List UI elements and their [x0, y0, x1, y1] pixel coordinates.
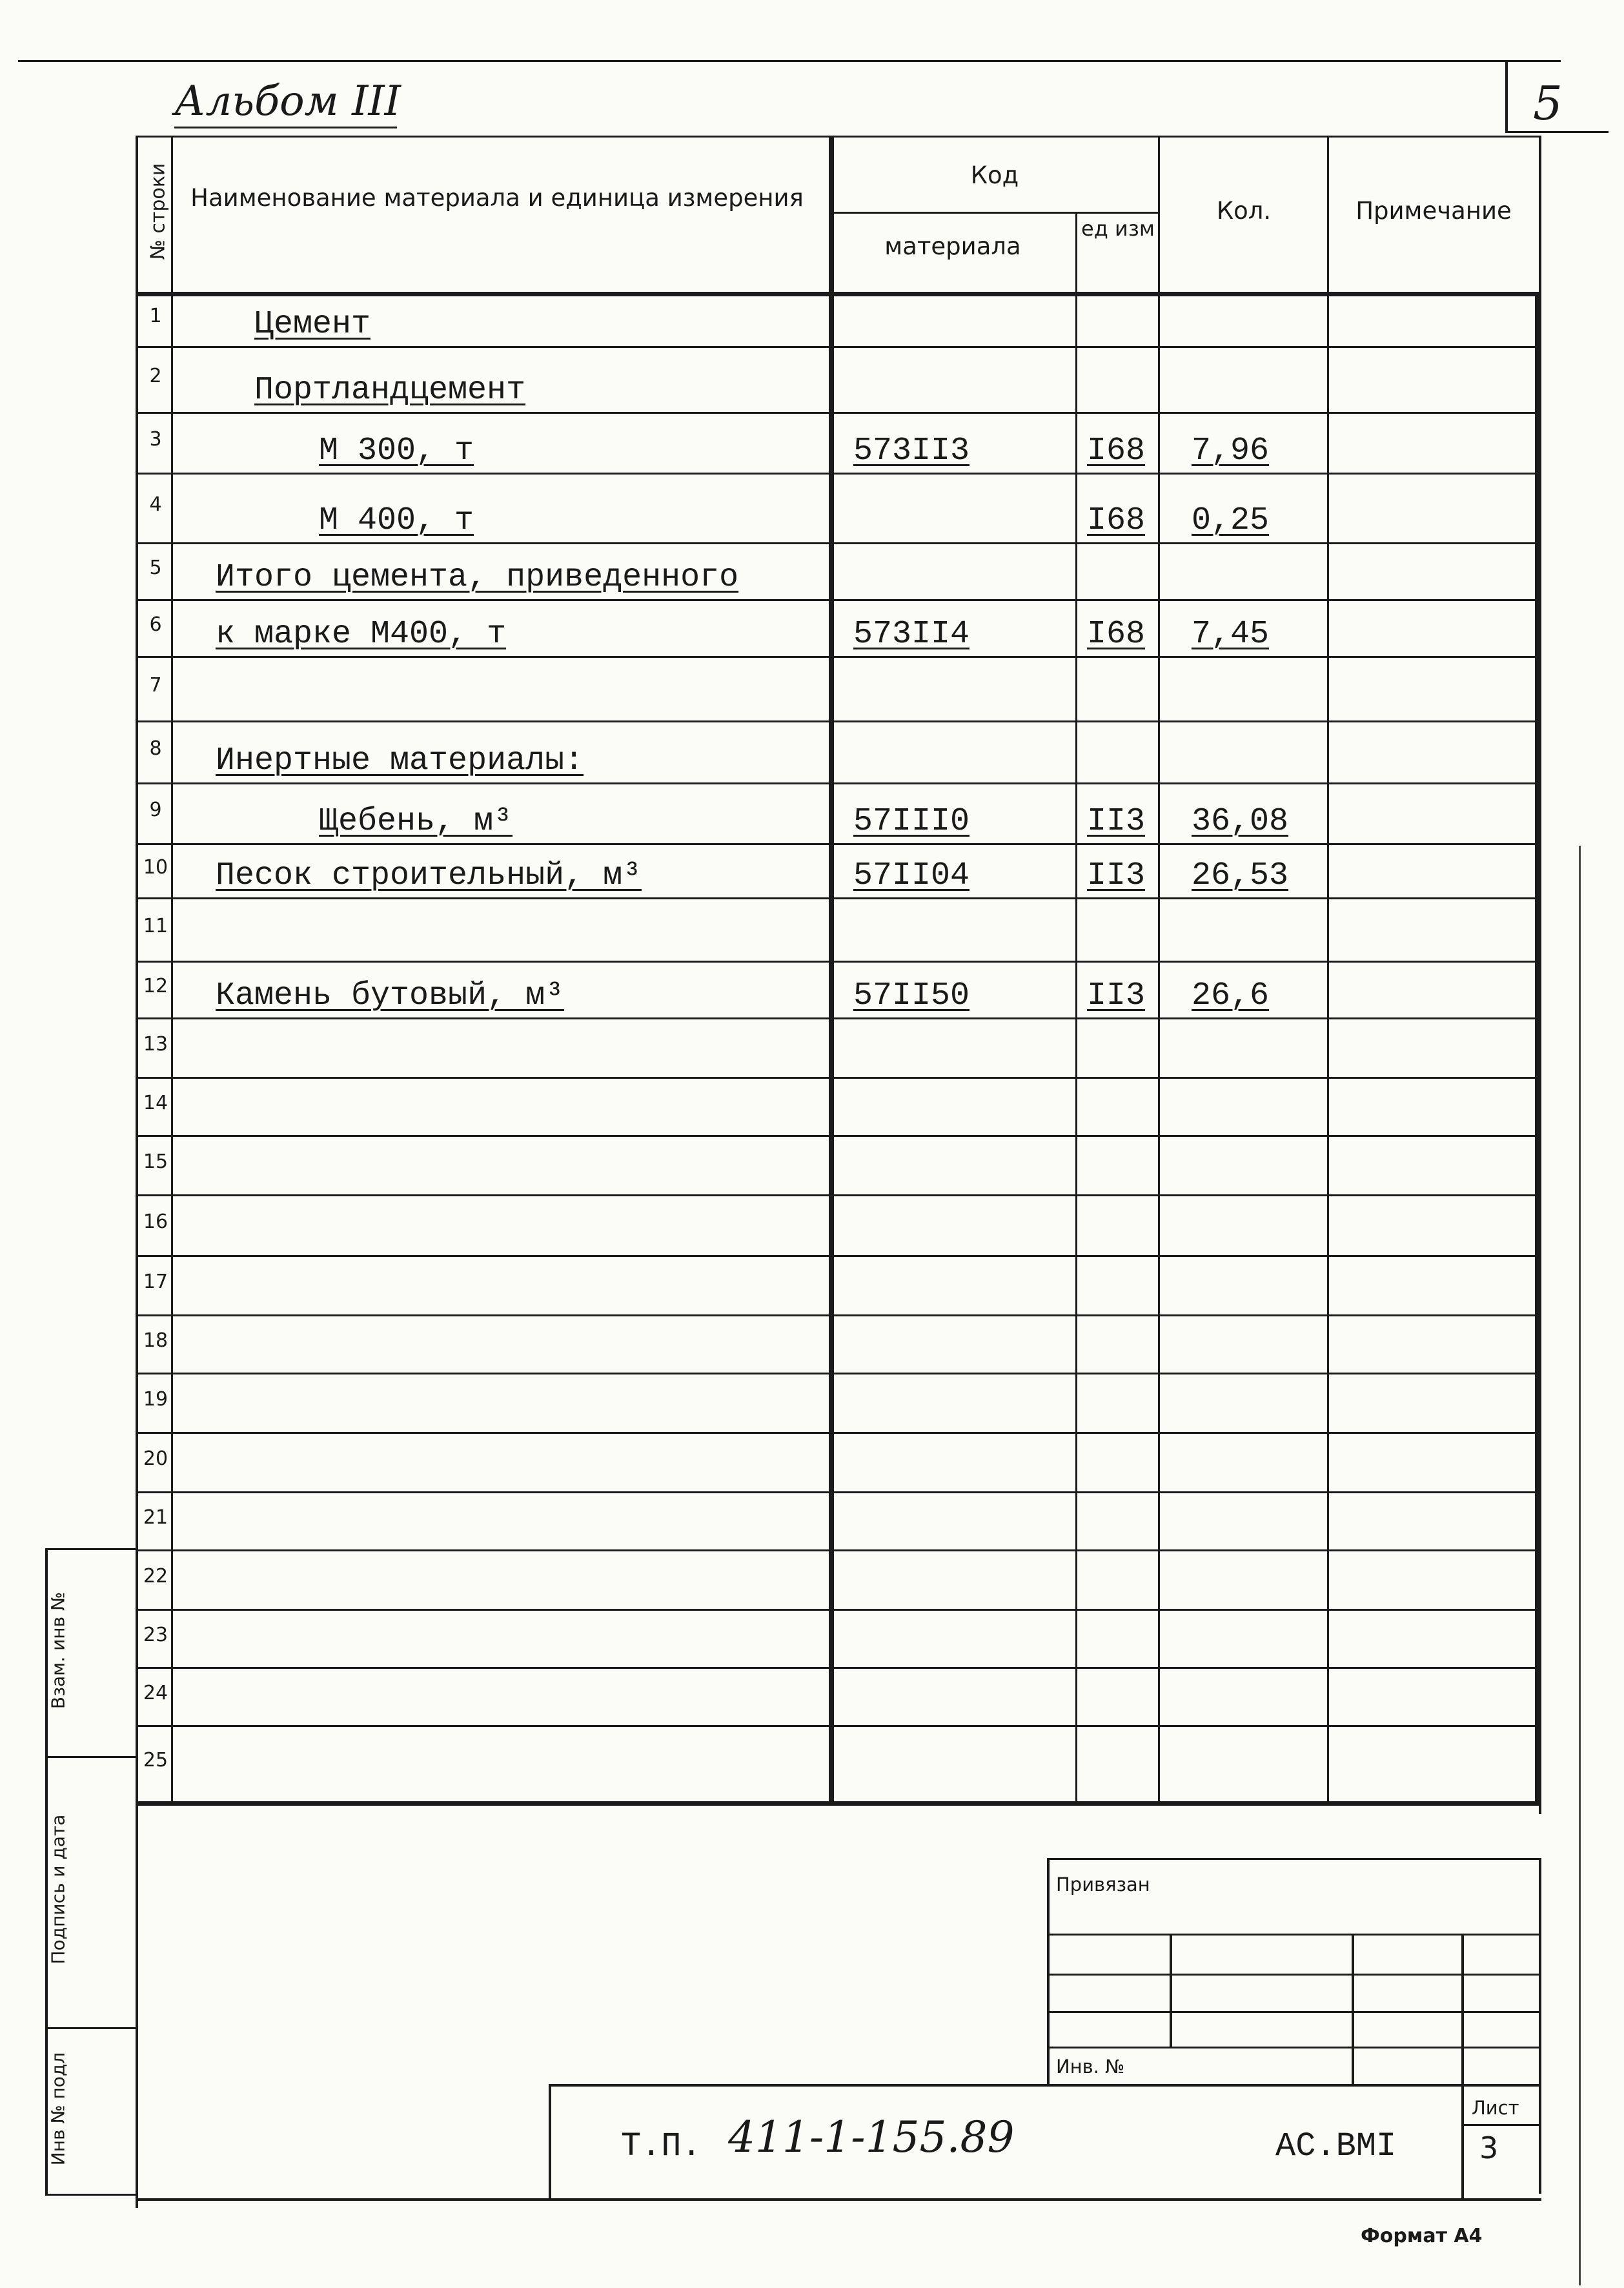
row-number: 7: [149, 674, 162, 697]
material-name: Портландцемент: [254, 372, 526, 409]
row-number: 13: [143, 1033, 168, 1056]
row-number: 24: [143, 1682, 168, 1704]
side-stamp-signature-date: Подпись и дата: [47, 1814, 69, 1965]
material-name: Инертные материалы:: [216, 742, 584, 779]
material-name: М 400, т: [319, 502, 474, 539]
tb-left-line: [1047, 1858, 1050, 2084]
col-line-rowno: [171, 136, 173, 1805]
material-name: Песок строительный, м³: [216, 857, 642, 894]
col-line-qty: [1158, 136, 1160, 1805]
header-name: Наименование материала и единица измерения: [190, 184, 804, 212]
row-number: 20: [143, 1447, 168, 1470]
tb-row-3: [1047, 2011, 1539, 2013]
row-number: 21: [143, 1506, 168, 1529]
quantity: 26,6: [1192, 977, 1270, 1014]
header-note: Примечание: [1355, 197, 1512, 225]
doc-block-left: [549, 2084, 551, 2199]
unit-code: I68: [1087, 616, 1146, 653]
row-number: 4: [149, 493, 162, 516]
row-number: 5: [149, 557, 162, 579]
page-number-underline: [1505, 131, 1609, 133]
tb-top-line: [1047, 1858, 1539, 1860]
page-number-divider: [1505, 60, 1508, 131]
side-stamp-inv-replace: Взам. инв №: [47, 1591, 69, 1710]
sheet-label: Лист: [1472, 2097, 1519, 2119]
sheet-number: 3: [1479, 2130, 1499, 2165]
material-name: Щебень, м³: [319, 803, 513, 840]
quantity: 36,08: [1192, 803, 1289, 840]
material-code: 57II50: [853, 977, 970, 1014]
tb-col-3: [1461, 1934, 1464, 2198]
col-line-note: [1327, 136, 1329, 1805]
left-frame-line: [136, 136, 138, 2208]
row-number: 23: [143, 1624, 168, 1646]
row-number: 15: [143, 1150, 168, 1173]
page-number: 5: [1533, 76, 1563, 130]
material-code: 57III0: [853, 803, 970, 840]
tb-row-4: [1047, 2047, 1539, 2048]
material-name: Цемент: [254, 306, 371, 343]
row-number: 3: [149, 428, 162, 451]
unit-code: II3: [1087, 977, 1146, 1014]
header-code: Код: [970, 161, 1019, 189]
tb-bound-label: Привязан: [1056, 1874, 1150, 1895]
doc-number: 411-1-155.89: [728, 2112, 1015, 2162]
tb-inv-no-label: Инв. №: [1056, 2056, 1125, 2078]
header-material-code: материала: [884, 232, 1021, 260]
row-number: 19: [143, 1388, 168, 1411]
row-number: 14: [143, 1092, 168, 1114]
sheet-divider: [1461, 2124, 1541, 2126]
row-number: 11: [143, 915, 168, 937]
format-label: Формат А4: [1361, 2225, 1483, 2247]
unit-code: II3: [1087, 857, 1146, 894]
material-name: М 300, т: [319, 433, 474, 469]
row-number: 2: [149, 365, 162, 387]
col-line-code: [829, 136, 834, 1805]
quantity: 7,45: [1192, 616, 1270, 653]
doc-code: АС.ВМI: [1275, 2127, 1397, 2165]
side-stamp-inv-original: Инв № подл: [47, 2052, 69, 2166]
page-bottom-line: [136, 2198, 1541, 2201]
tb-col-2: [1352, 1934, 1354, 2084]
row-number: 25: [143, 1749, 168, 1772]
tb-row-2: [1047, 1974, 1539, 1976]
side-stamp-top: [45, 1548, 138, 1550]
header-row-no: № строки: [147, 163, 170, 260]
row-number: 22: [143, 1565, 168, 1588]
row-number: 8: [149, 737, 162, 760]
header-top-line: [136, 136, 1540, 138]
album-underline: [174, 127, 397, 128]
header-bottom-line: [138, 292, 1539, 296]
tb-right-line: [1539, 1858, 1541, 2194]
col-line-right: [1535, 292, 1540, 1805]
album-label: Альбом III: [174, 77, 401, 125]
row-number: 12: [143, 975, 168, 997]
doc-prefix: Т.П.: [621, 2127, 702, 2165]
row-number: 10: [143, 856, 168, 879]
doc-block-top: [549, 2084, 1541, 2087]
col-line-unit: [1075, 212, 1077, 1805]
unit-code: I68: [1087, 433, 1146, 469]
material-code: 573II3: [853, 433, 970, 469]
material-name: к марке М400, т: [216, 616, 507, 653]
unit-code: II3: [1087, 803, 1146, 840]
quantity: 0,25: [1192, 502, 1270, 539]
material-name: Итого цемента, приведенного: [216, 559, 739, 596]
scan-edge-line: [1579, 846, 1581, 2285]
material-name: Камень бутовый, м³: [216, 977, 565, 1014]
code-sub-line: [830, 212, 1159, 214]
material-code: 573II4: [853, 616, 970, 653]
quantity: 26,53: [1192, 857, 1289, 894]
side-stamp-div1: [45, 1756, 138, 1758]
material-code: 57II04: [853, 857, 970, 894]
row-number: 16: [143, 1210, 168, 1233]
row-number: 6: [149, 613, 162, 636]
unit-code: I68: [1087, 502, 1146, 539]
header-unit-code: ед изм: [1081, 216, 1155, 241]
row-number: 17: [143, 1271, 168, 1293]
tb-row-1: [1047, 1934, 1539, 1936]
quantity: 7,96: [1192, 433, 1270, 469]
tb-col-1: [1170, 1934, 1172, 2047]
header-quantity: Кол.: [1216, 197, 1272, 225]
row-number: 18: [143, 1329, 168, 1352]
row-number: 1: [149, 305, 162, 327]
row-number: 9: [149, 799, 162, 821]
top-border-line: [18, 60, 1561, 62]
